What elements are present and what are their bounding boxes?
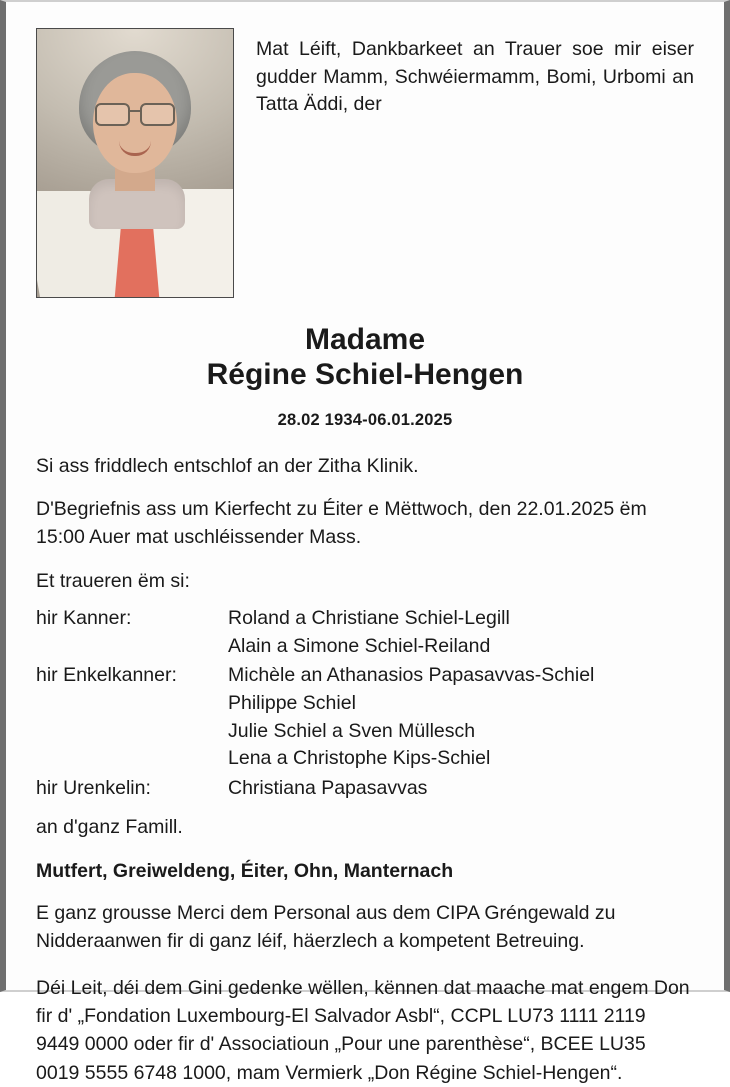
mourners-intro: Et traueren ëm si: [36, 569, 190, 592]
family-label: hir Enkelkanner: [36, 664, 177, 687]
table-row [36, 605, 694, 662]
donation-text: Déi Leit, déi dem Gini gedenke wëllen, kënnen dat maache mat engem Don fir d' „Fondation Luxembourg-El Salvador Asbl“, CCPL LU73 1111 2119 9449 0000 oder fir d' Associatioun „Pour une parenthèse“, BCEE LU35 0019 5555 6748 1000, mam Vermierk „Don Régine Schiel-Hengen“. [36, 976, 690, 1084]
life-dates: 28.02 1934-06.01.2025 [277, 410, 453, 429]
family-label: hir Urenkelin: [36, 776, 151, 799]
family-names [228, 775, 694, 805]
table-row [36, 775, 694, 805]
passing-text: Si ass friddlech entschlof an der Zitha Klinik. [36, 454, 419, 477]
intro-text: Mat Léift, Dankbarkeet an Trauer soe mir eiser gudder Mamm, Schwéiermamm, Bomi, Urbomi an Tatta Äddi, der [256, 38, 694, 116]
family-label: hir Kanner: [36, 606, 132, 629]
glasses-lens-right [140, 103, 175, 126]
portrait-glasses [95, 103, 175, 123]
deceased-name: Régine Schiel-Hengen [206, 358, 524, 392]
funeral-text: D'Begriefnis ass um Kierfecht zu Éiter e Mëttwoch, den 22.01.2025 ëm 15:00 Auer mat uschléissender Mass. [36, 498, 647, 549]
places-text: Mutfert, Greiweldeng, Éiter, Ohn, Manternach [36, 859, 454, 882]
list-item: Philippe Schiel [228, 691, 356, 714]
table-row [36, 662, 694, 775]
family-names [228, 662, 694, 775]
list-item: Roland a Christiane Schiel-Legill [228, 606, 510, 629]
honorific: Madame [304, 323, 426, 356]
list-item: Christiana Papasavvas [228, 776, 428, 799]
name-block [36, 322, 694, 393]
family-names [228, 605, 694, 662]
family-list [36, 605, 694, 805]
thanks-text: E ganz grousse Merci dem Personal aus dem CIPA Gréngewald zu Nidderaanwen fir di ganz léif, häerzlech a kompetent Betreuing. [36, 902, 616, 953]
portrait-photo [36, 28, 234, 298]
header-section [36, 28, 694, 298]
list-item: Lena a Christophe Kips-Schiel [228, 747, 491, 770]
whole-family-text: an d'ganz Famill. [36, 815, 183, 838]
glasses-lens-left [95, 103, 130, 126]
list-item: Michèle an Athanasios Papasavvas-Schiel [228, 664, 595, 687]
list-item: Julie Schiel a Sven Müllesch [228, 719, 476, 742]
list-item: Alain a Simone Schiel-Reiland [228, 634, 491, 657]
